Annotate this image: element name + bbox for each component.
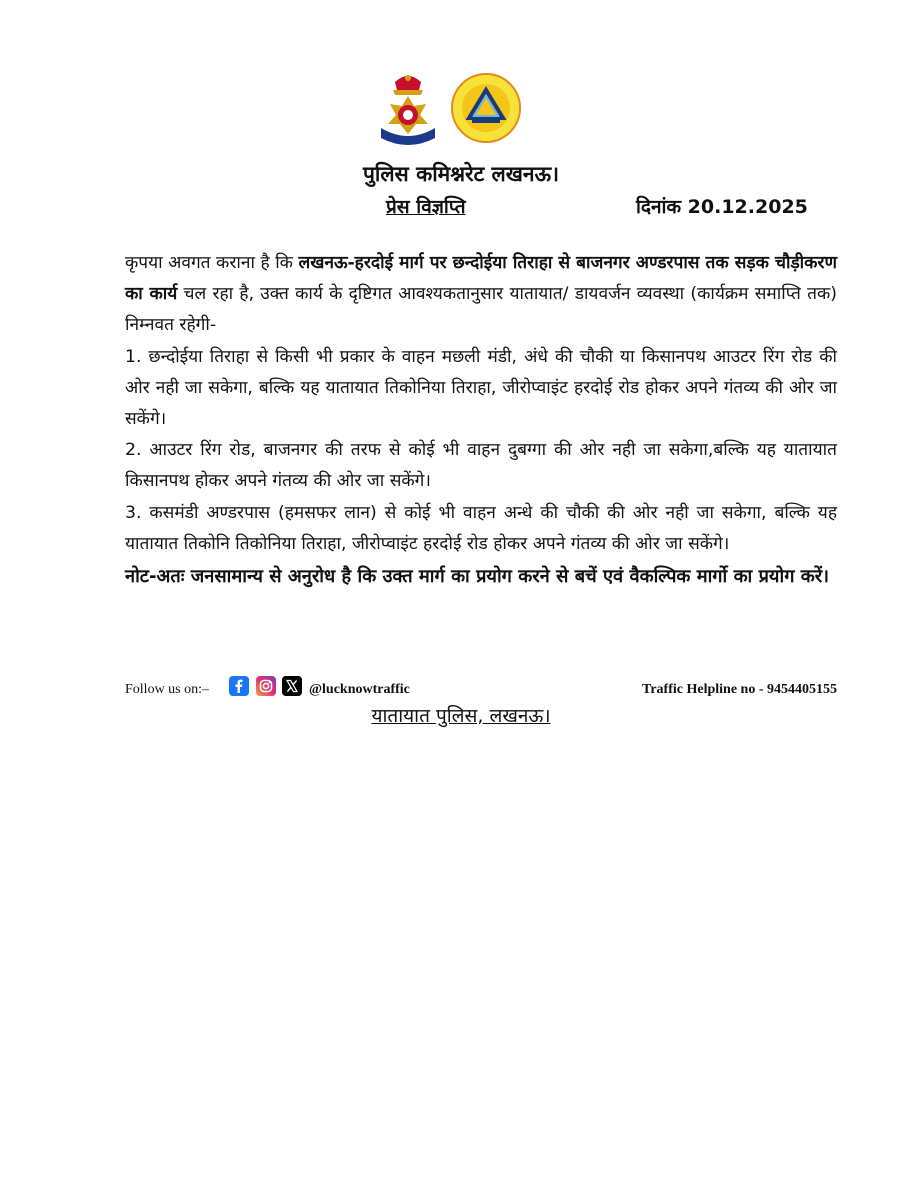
signature-traffic-police: यातायात पुलिस, लखनऊ। <box>371 705 551 727</box>
up-police-emblem-icon <box>375 68 441 148</box>
follow-label: Follow us on:– <box>125 682 210 697</box>
x-icon[interactable] <box>282 676 302 696</box>
diversion-point-1: 1. छन्दोईया तिराहा से किसी भी प्रकार के वाहन मछली मंडी, अंधे की चौकी या किसानपथ आउटर रिंग रोड की ओर नही जा सकेगा, बल्कि यह यातायात तिकोनिया तिराहा, जीरोप्वाइंट हरदोई रोड होकर अपने गंतव्य की ओर जा सकेंगे। <box>125 346 837 430</box>
release-date: दिनांक 20.12.2025 <box>636 196 808 218</box>
footer <box>125 676 837 702</box>
traffic-police-emblem-icon <box>450 72 522 144</box>
intro-paragraph <box>125 248 837 342</box>
release-body <box>125 248 837 592</box>
instagram-icon[interactable] <box>256 676 276 696</box>
logos <box>0 68 922 148</box>
intro-start: कृपया अवगत कराना है कि <box>125 253 299 273</box>
intro-end: चल रहा है, उक्त कार्य के दृष्टिगत आवश्यकतानुसार यातायात/ डायवर्जन व्यवस्था (कार्यक्रम समाप्ति तक) निम्नवत रहेगी- <box>125 284 837 336</box>
social-handle[interactable]: @lucknowtraffic <box>309 682 410 697</box>
diversion-point-3: 3. कसमंडी अण्डरपास (हमसफर लान) से कोई भी वाहन अन्धे की चौकी की ओर नही जा सकेगा, बल्कि यह यातायात तिकोनि तिकोनिया तिराहा, जीरोप्वाइंट हरदोई रोड होकर अपने गंतव्य की ओर जा सकेंगे। <box>125 502 837 554</box>
diversion-point-2: 2. आउटर रिंग रोड, बाजनगर की तरफ से कोई भी वाहन दुबग्गा की ओर नही जा सकेगा,बल्कि यह यातायात किसानपथ होकर अपने गंतव्य की ओर जा सकेंगे। <box>125 440 837 492</box>
facebook-icon[interactable] <box>229 676 249 696</box>
intro-bold: लखनऊ-हरदोई मार्ग पर छन्दोईया तिराहा से बाजनगर अण्डरपास तक सड़क चौड़ीकरण का कार्य <box>125 253 837 305</box>
page-title: पुलिस कमिश्नरेट लखनऊ। <box>362 162 560 186</box>
press-release-label: प्रेस विज्ञप्ति <box>386 196 466 218</box>
public-note: नोट-अतः जनसामान्य से अनुरोध है कि उक्त मार्ग का प्रयोग करने से बचें एवं वैकल्पिक मार्गो का प्रयोग करें। <box>125 566 830 588</box>
traffic-helpline: Traffic Helpline no - 9454405155 <box>642 682 837 697</box>
